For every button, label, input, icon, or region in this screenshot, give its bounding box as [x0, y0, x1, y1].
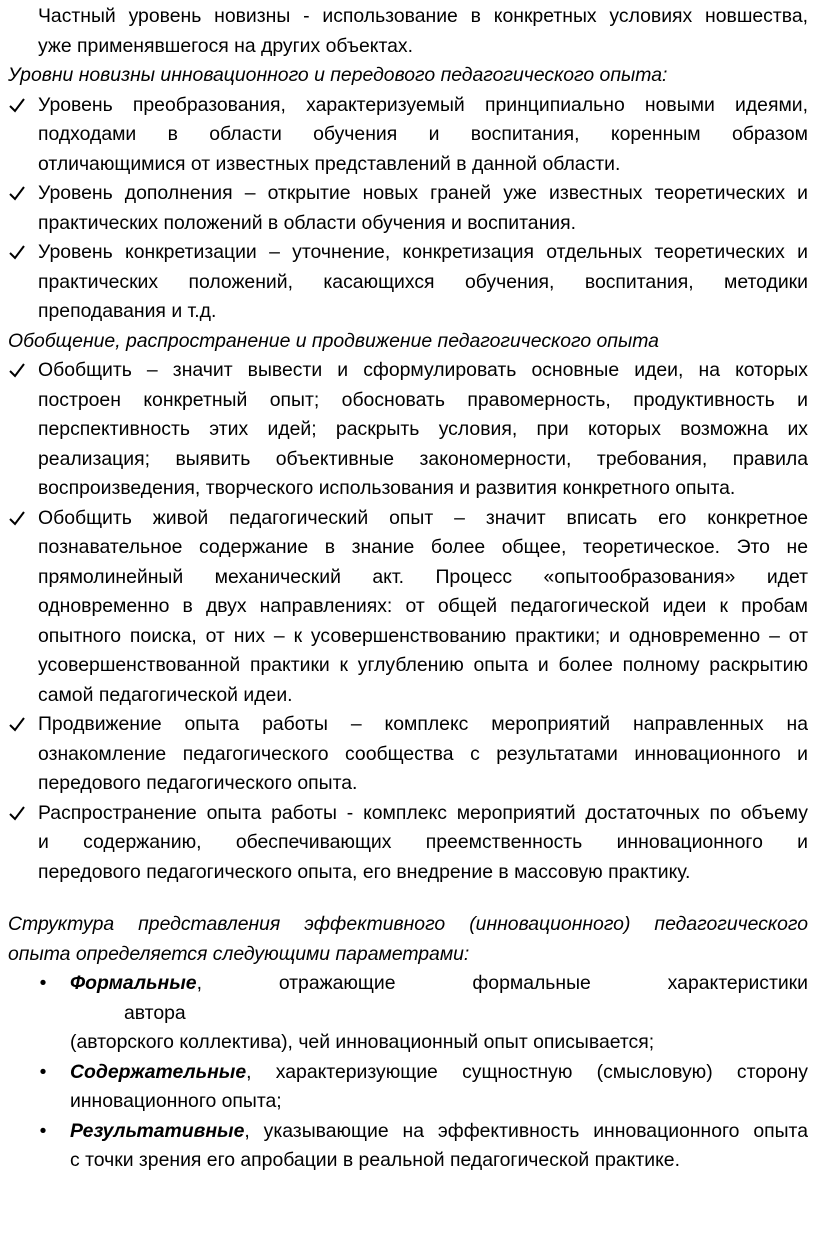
list-item-line: реализация; выявить объективные закономерности, требования, правила — [38, 447, 808, 470]
list-item-line: ознакомление педагогического сообщества с результатами инновационного и — [38, 742, 808, 765]
list-item-line: Обобщить – значит вывести и сформулировать основные идеи, на которых — [38, 359, 808, 381]
bullet-line: автора — [124, 1001, 186, 1024]
list-item-line: воспроизведения, творческого использования и развития конкретного опыта. — [38, 477, 736, 499]
list-item-line: Уровень преобразования, характеризуемый принципиально новыми идеями, — [38, 93, 808, 116]
bullet-item — [8, 969, 808, 1058]
bullet-term: Формальные — [70, 972, 197, 994]
list-item — [8, 799, 808, 888]
bullet-line: (авторского коллектива), чей инновационный опыт описывается; — [70, 1031, 655, 1053]
list-item-line: прямолинейный механический акт. Процесс «опытообразования» идет — [38, 565, 808, 588]
list-item-line: построен конкретный опыт; обосновать правомерность, продуктивность и — [38, 388, 808, 411]
document-page — [8, 2, 808, 1176]
bullet-line: с точки зрения его апробации в реальной педагогической практике. — [70, 1149, 680, 1171]
checkmark-icon — [8, 243, 26, 261]
list-item-line: Уровень конкретизации – уточнение, конкретизация отдельных теоретических и — [38, 241, 808, 263]
list-item-line: одновременно в двух направлениях: от общей педагогической идеи к пробам — [38, 595, 808, 617]
intro-line-2: уже применявшегося на других объектах. — [38, 34, 413, 57]
checkmark-icon — [8, 715, 26, 733]
checkmark-icon — [8, 361, 26, 379]
list-item-line: Продвижение опыта работы – комплекс мероприятий направленных на — [38, 713, 808, 735]
list-item — [8, 504, 808, 711]
list-item-line: Распространение опыта работы - комплекс мероприятий достаточных по объему — [38, 801, 808, 824]
list-item-line: познавательное содержание в знание более общее, теоретическое. Это не — [38, 536, 808, 558]
checkmark-icon — [8, 96, 26, 114]
list-item-line: передового педагогического опыта, его внедрение в массовую практику. — [38, 860, 691, 883]
section2-heading: Обобщение, распространение и продвижение педагогического опыта — [8, 329, 659, 352]
bullet-line — [70, 969, 808, 999]
list-item-line: и содержанию, обеспечивающих преемственность инновационного и — [38, 831, 808, 853]
checkmark-icon — [8, 509, 26, 527]
list-item — [8, 356, 808, 504]
list-item — [8, 238, 808, 327]
bullet-icon: • — [39, 972, 47, 994]
bullet-icon: • — [39, 1060, 47, 1083]
section1-heading: Уровни новизны инновационного и передового педагогического опыта: — [8, 64, 668, 86]
list-item-line: Уровень дополнения – открытие новых граней уже известных теоретических и — [38, 182, 808, 204]
list-item — [8, 91, 808, 180]
section3-heading-line-1: Структура представления эффективного (инновационного) педагогического — [8, 913, 808, 935]
checkmark-icon — [8, 184, 26, 202]
list-item-line: усовершенствованной практики к углублению опыта и более полному раскрытию — [38, 654, 808, 676]
list-item — [8, 179, 808, 238]
intro-line-1: Частный уровень новизны - использование в конкретных условиях новшества, — [38, 5, 808, 27]
bullet-item — [8, 1058, 808, 1117]
bullet-term: Содержательные — [70, 1060, 247, 1083]
list-item-line: преподавания и т.д. — [38, 300, 217, 322]
list-item-line: самой педагогической идеи. — [38, 683, 293, 706]
list-item — [8, 710, 808, 799]
spacer — [8, 887, 808, 910]
bullet-text: , характеризующие сущностную (смысловую) сторону — [246, 1060, 808, 1083]
list-item-line: Обобщить живой педагогический опыт – значит вписать его конкретное — [38, 506, 808, 529]
bullet-line — [70, 1058, 808, 1088]
list-item-line: опытного поиска, от них – к усовершенствованию практики; и одновременно – от — [38, 624, 808, 647]
list-item-line: подходами в области обучения и воспитания, коренным образом — [38, 123, 808, 145]
bullet-text: , отражающие формальные характеристики — [196, 972, 808, 994]
list-item-line: практических положений, касающихся обучения, воспитания, методики — [38, 270, 808, 293]
bullet-term: Результативные — [70, 1119, 245, 1142]
list-item-line: практических положений в области обучения и воспитания. — [38, 211, 576, 234]
list-item-line: передового педагогического опыта. — [38, 772, 358, 794]
bullet-icon: • — [39, 1119, 47, 1142]
list-item-line: отличающимися от известных представлений в данной области. — [38, 152, 621, 175]
bullet-line — [70, 1117, 808, 1147]
list-item-line: перспективность этих идей; раскрыть условия, при которых возможна их — [38, 418, 808, 440]
section3-heading-line-2: опыта определяется следующими параметрами: — [8, 942, 470, 965]
checkmark-icon — [8, 804, 26, 822]
bullet-item — [8, 1117, 808, 1176]
bullet-line: инновационного опыта; — [70, 1090, 282, 1112]
bullet-text: , указывающие на эффективность инновационного опыта — [244, 1119, 808, 1142]
